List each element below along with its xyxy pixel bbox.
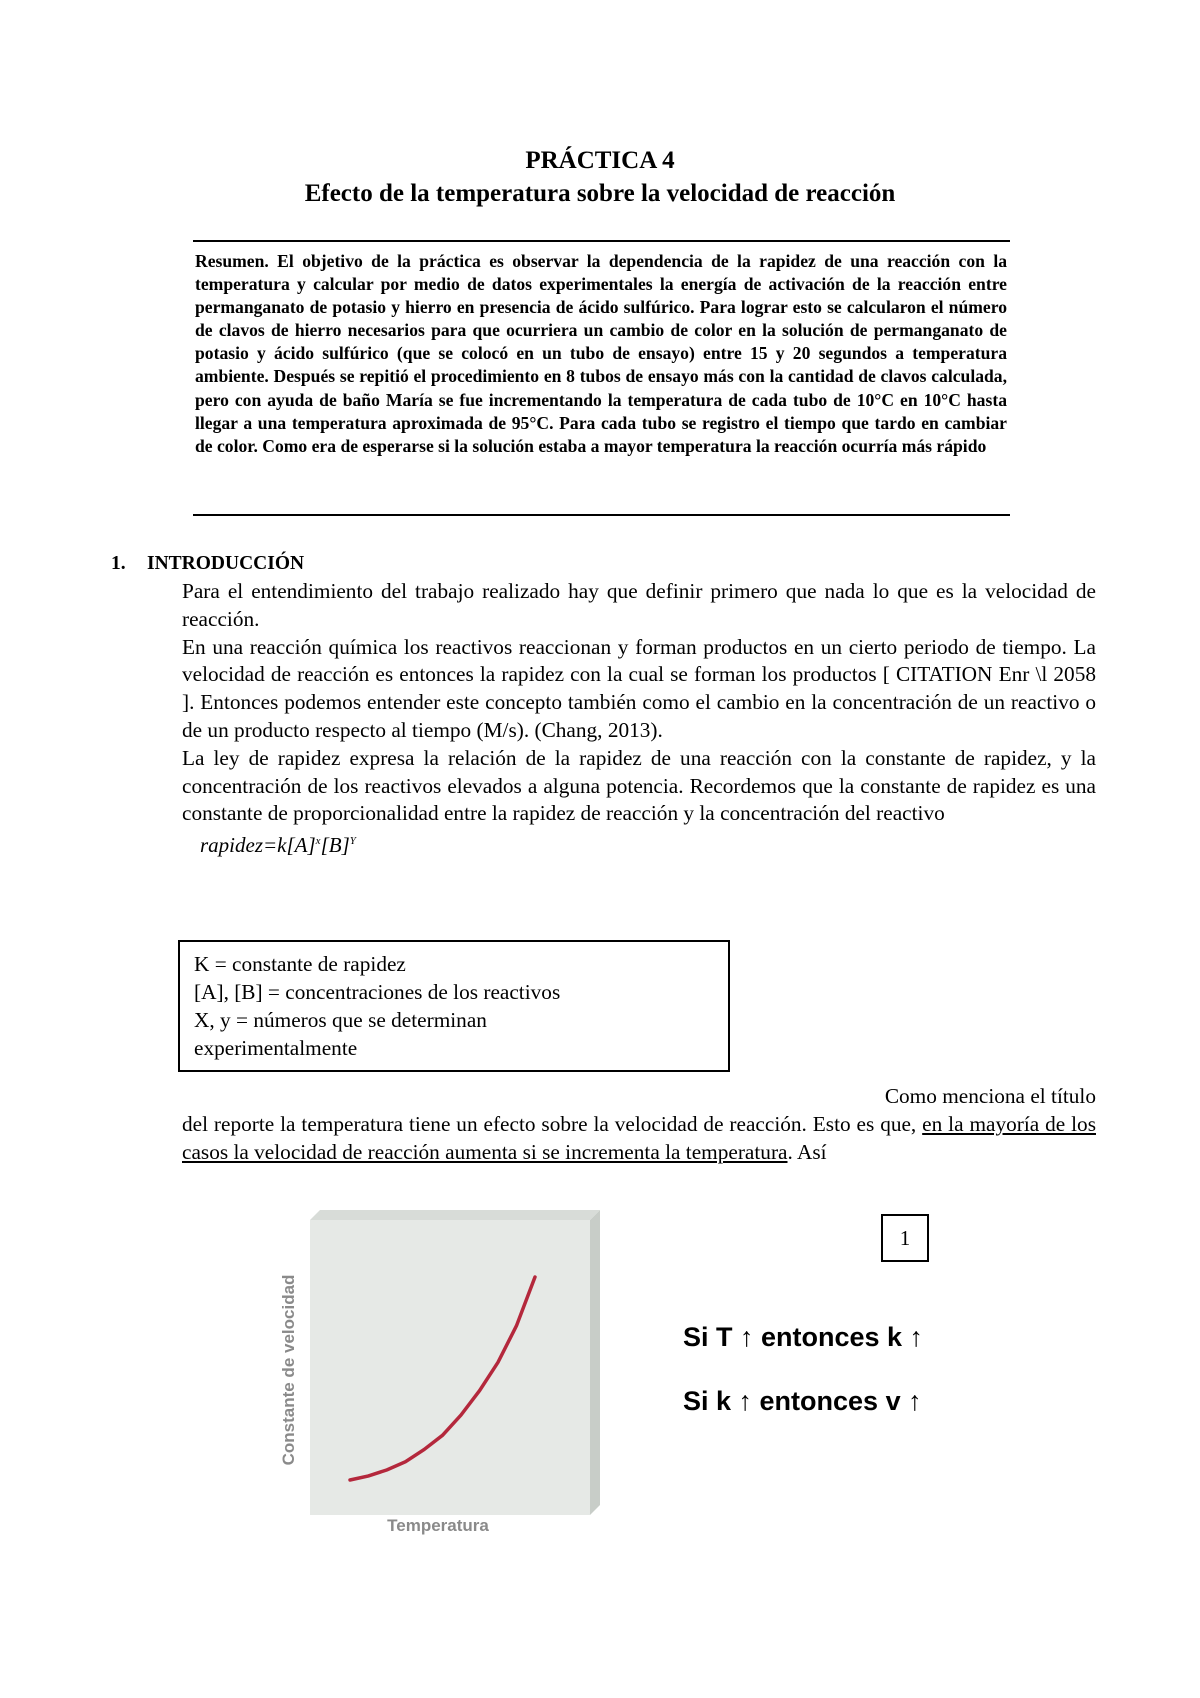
section-heading: [111, 553, 304, 575]
abstract-bottom-rule: [193, 514, 1010, 516]
relation-k-velocity: Si k ↑ entonces v ↑: [683, 1386, 922, 1416]
figure-number-box: 1: [881, 1214, 929, 1262]
paragraph-4: [182, 1083, 1096, 1166]
abstract-top-rule: [193, 240, 1010, 242]
paragraph-4-body: [182, 1111, 1096, 1167]
formula-exponent-x: x: [315, 835, 321, 848]
paragraph-4-text: del reporte la temperatura tiene un efecto sobre la velocidad de reacción. Esto es que,: [182, 1111, 923, 1136]
chart-panel-top-face: [310, 1210, 600, 1220]
introduction-body: [182, 578, 1096, 860]
definitions-box: [178, 940, 730, 1072]
document-subtitle: Efecto de la temperatura sobre la velocidad de reacción: [304, 180, 896, 207]
chart-y-axis-label: Constante de velocidad: [279, 1274, 298, 1466]
definition-k: K = constante de rapidez: [194, 952, 406, 976]
formula-lhs: rapidez=k[A]: [200, 833, 316, 858]
definition-exponents: X, y = números que se determinan: [194, 1008, 487, 1032]
paragraph-3: La ley de rapidez expresa la relación de la rapidez de una reacción con la constante de rapidez, y la concentración de los reactivos elevados a alguna potencia. Recordemos que la constante de rapidez es una constante de proporcionalidad entre la rapidez de reacción y la concentración del reactivo: [182, 745, 1096, 826]
section-title: INTRODUCCIÓN: [147, 553, 305, 574]
definition-concentrations: [A], [B] = concentraciones de los reactivos: [194, 980, 561, 1004]
formula-exponent-y: Y: [349, 835, 356, 848]
rate-law-formula: [182, 828, 1096, 860]
formula-b-term: [B]: [320, 833, 350, 858]
abstract: Resumen. El objetivo de la práctica es observar la dependencia de la rapidez de una reacción con la temperatura y calcular por medio de datos experimentales la energía de activación de la reacción entre permanganato de potasio y hierro en presencia de ácido sulfúrico. Para lograr esto se calcularon el número de clavos de hierro necesarios para que ocurriera un cambio de color en la solución de permanganato de potasio y ácido sulfúrico (que se colocó en un tubo de ensayo) entre 15 y 20 segundos a temperatura ambiente. Después se repitió el procedimiento en 8 tubos de ensayo más con la cantidad de clavos calculada, pero con ayuda de baño María se fue incrementando la temperatura de cada tubo de 10°C en 10°C hasta llegar a una temperatura aproximada de 95°C. Para cada tubo se registro el tiempo que tardo en cambiar de color. Como era de esperarse si la solución estaba a mayor temperatura la reacción ocurría más rápido: [195, 251, 1007, 456]
definition-exponents-cont: experimentalmente: [194, 1036, 358, 1060]
relation-temperature-k: Si T ↑ entonces k ↑: [683, 1322, 924, 1352]
chart-panel: [310, 1220, 590, 1515]
paragraph-4-underlined: en la mayoría de los casos la velocidad de reacción aumenta si se incrementa la temperatura: [182, 1111, 1096, 1164]
paragraph-2: En una reacción química los reactivos reaccionan y forman productos en un cierto periodo de tiempo. La velocidad de reacción es entonces la rapidez con la cual se forman los productos [ CITATION Enr \l 2058 ]. Entonces podemos entender este concepto también como el cambio en la concentración de un reactivo o de un producto respecto al tiempo (M/s). (Chang, 2013).: [182, 634, 1096, 742]
section-number: 1.: [111, 553, 126, 574]
chart-x-axis-label: Temperatura: [387, 1516, 489, 1535]
paragraph-4-tail: . Así: [787, 1139, 827, 1164]
paragraph-4-lead: Como menciona el título: [884, 1084, 1096, 1108]
rate-constant-chart: [270, 1205, 600, 1535]
chart-panel-right-face: [590, 1210, 600, 1515]
document-title: PRÁCTICA 4: [525, 147, 675, 174]
paragraph-1: Para el entendimiento del trabajo realizado hay que definir primero que nada lo que es la velocidad de reacción.: [182, 579, 1096, 631]
